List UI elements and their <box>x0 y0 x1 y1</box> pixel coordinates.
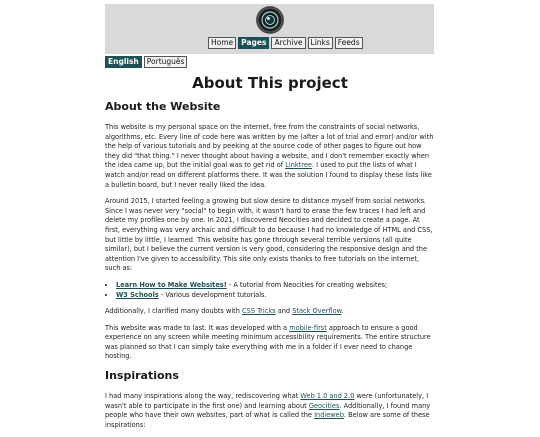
section-heading-inspirations: Inspirations <box>105 369 179 383</box>
text: and <box>275 307 293 316</box>
text: This website was made to last. It was developed with a <box>105 323 290 332</box>
text: . I used to put the lists of what I watch and/or read on different platforms there. It was the solution I found to display these lists like a bulletin board, but I never really liked the idea. <box>105 161 432 189</box>
text: . <box>341 307 344 316</box>
list-item <box>116 281 435 291</box>
text: were (unfortunately, I wasn't able to participate in the first one) and learning about <box>105 392 429 410</box>
nav-home[interactable]: Home <box>208 37 236 49</box>
text: . Additionally, I found many people who have their own websites, part of what is called the <box>105 401 431 420</box>
lang-portuguese-button[interactable]: Português <box>144 56 188 68</box>
text: - Various development tutorials. <box>158 290 267 299</box>
site-logo-icon[interactable] <box>257 7 283 33</box>
link-css-tricks[interactable]: CSS Tricks <box>242 307 276 316</box>
text: I had many inspirations along the way, rediscovering what <box>105 392 301 401</box>
link-w3schools[interactable]: W3 Schools <box>116 290 159 299</box>
about-paragraph-1 <box>105 123 435 190</box>
site-header <box>105 4 434 54</box>
link-web-1-2[interactable]: Web 1.0 and 2.0 <box>300 392 355 401</box>
lang-english-button[interactable]: English <box>105 56 142 68</box>
page-title: About This project <box>192 74 348 92</box>
link-learn-websites[interactable]: Learn How to Make Websites! <box>116 280 227 289</box>
list-item <box>116 291 435 301</box>
tutorial-list <box>105 281 435 300</box>
text: approach to ensure a good experience on any screen while meeting minimum accessibility requirements. The entire structure was planned so that I can simply take everything with me in a folder if I ever need to change hosting. <box>105 323 431 361</box>
link-indieweb[interactable]: Indieweb <box>314 411 344 420</box>
link-mobile-first[interactable]: mobile-first <box>289 323 327 332</box>
link-stack-overflow[interactable]: Stack Overflow <box>292 307 342 316</box>
link-geocities[interactable]: Geocities <box>308 401 340 410</box>
section-heading-about: About the Website <box>105 100 221 113</box>
text: Additionally, I clarified many doubts with <box>105 307 243 316</box>
about-paragraph-2: Around 2015, I started feeling a growing but slow desire to distance myself from social networks. Since I was never very "social" to begin with, it wasn't hard to erase the few traces I had left and delete my profiles one by one. In 2021, I discovered Neocities and decided to create a page. At first, everything was very archaic and difficult to do because I had no knowledge of HTML and CSS, but little by little, I learned. This website has gone through several terrible versions (all quite similar), but I believe the current version is very good, considering the responsive design and the attention I've given to accessibility. This site only exists thanks to free tutorials on the internet, such as: <box>105 197 433 273</box>
nav-pages[interactable]: Pages <box>238 37 269 49</box>
language-switcher <box>105 56 187 68</box>
text: This website is my personal space on the internet, free from the constraints of social networks, algorithms, etc. Every line of code here was written by me (after a lot of trial and error) and/or with the help of various tutorials and by peeking at the source code of other pages to figure out how they did "that thing." I never thought about having a website, and I don't remember exactly when the idea came up, but the initial goal was to get rid of <box>105 123 434 170</box>
about-paragraph-4 <box>105 324 435 362</box>
nav-archive[interactable]: Archive <box>271 37 305 49</box>
text: . Below are some of these inspirations: <box>105 411 430 429</box>
about-paragraph-3 <box>105 307 435 317</box>
inspirations-paragraph <box>105 392 435 430</box>
link-linktree[interactable]: Linktree <box>285 161 312 170</box>
nav-feeds[interactable]: Feeds <box>335 37 363 49</box>
nav-links[interactable]: Links <box>308 37 333 49</box>
main-nav <box>208 37 363 49</box>
text: - A tutorial from Neocities for creating websites; <box>226 280 388 289</box>
main-content <box>105 74 435 437</box>
